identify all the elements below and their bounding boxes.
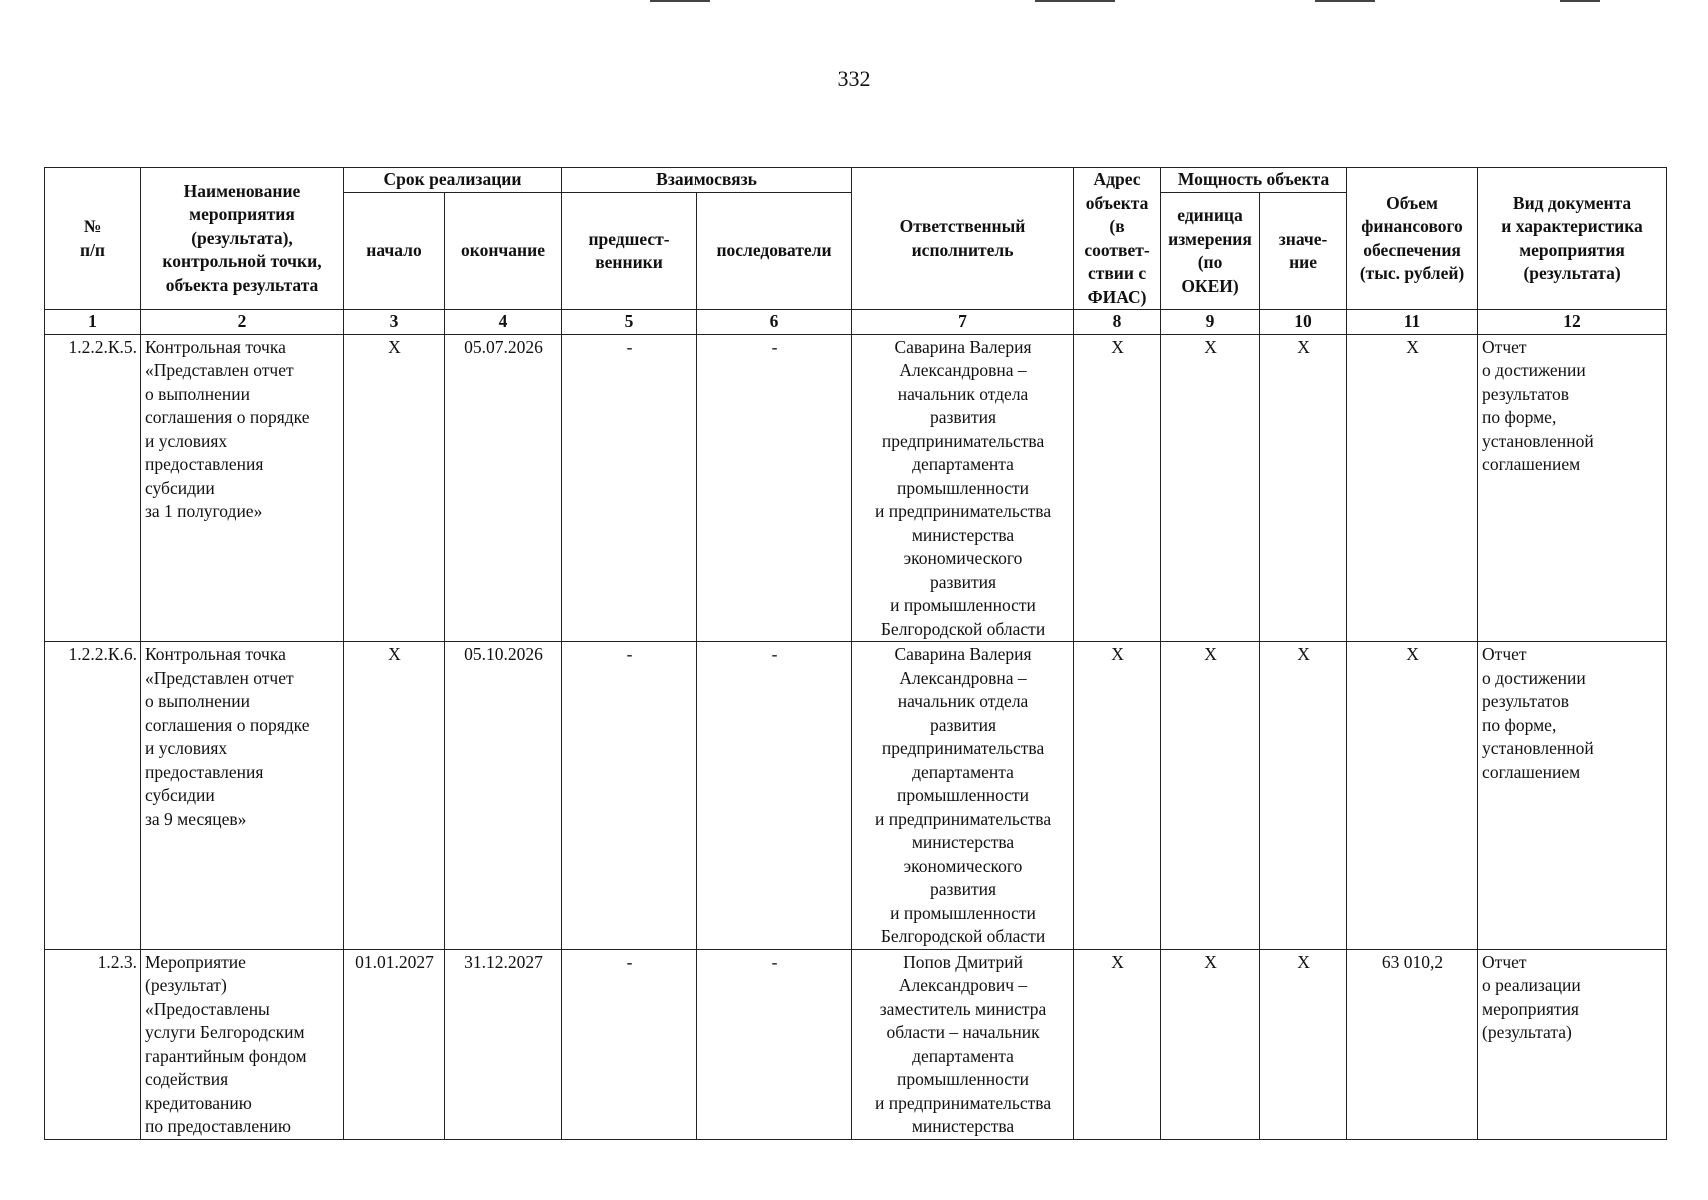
row-name: Контрольная точка «Представлен отчет о выполнении соглашения о порядке и условиях предоставления субсидии за 9 месяцев» [141, 642, 344, 950]
row-successors: - [697, 949, 852, 1139]
header-start: начало [344, 193, 445, 310]
row-start: Х [344, 334, 445, 642]
row-funding: Х [1347, 334, 1478, 642]
header-successors: последователи [697, 193, 852, 310]
header-predecessors: предшест- венники [562, 193, 697, 310]
table-row [45, 949, 1667, 1139]
table-row [45, 334, 1667, 642]
header-address: Адрес объекта (в соответ- ствии с ФИАС) [1074, 168, 1161, 310]
row-value: Х [1260, 642, 1347, 950]
header-number: № п/п [45, 168, 141, 310]
row-value: Х [1260, 334, 1347, 642]
row-end: 31.12.2027 [445, 949, 562, 1139]
row-end: 05.10.2026 [445, 642, 562, 950]
column-number: 11 [1347, 310, 1478, 335]
header-doc-type: Вид документа и характеристика мероприятия (результата) [1478, 168, 1667, 310]
row-doc-type: Отчет о реализации мероприятия (результата) [1478, 949, 1667, 1139]
row-doc-type: Отчет о достижении результатов по форме, установленной соглашением [1478, 642, 1667, 950]
row-responsible: Саварина Валерия Александровна – начальник отдела развития предпринимательства департамента промышленности и предпринимательства министерства экономического развития и промышленности Белгородской области [852, 334, 1074, 642]
top-edge-line [1315, 0, 1375, 2]
implementation-plan-table [44, 167, 1667, 1140]
row-start: Х [344, 642, 445, 950]
column-number: 12 [1478, 310, 1667, 335]
row-start: 01.01.2027 [344, 949, 445, 1139]
column-number: 10 [1260, 310, 1347, 335]
column-number-row [45, 310, 1667, 335]
header-funding: Объем финансового обеспечения (тыс. рублей) [1347, 168, 1478, 310]
row-name: Контрольная точка «Представлен отчет о выполнении соглашения о порядке и условиях предоставления субсидии за 1 полугодие» [141, 334, 344, 642]
column-number: 4 [445, 310, 562, 335]
table-row [45, 642, 1667, 950]
row-end: 05.07.2026 [445, 334, 562, 642]
row-unit: Х [1161, 642, 1260, 950]
header-responsible: Ответственный исполнитель [852, 168, 1074, 310]
row-predecessors: - [562, 334, 697, 642]
row-address: Х [1074, 642, 1161, 950]
header-term-group: Срок реализации [344, 168, 562, 193]
row-number: 1.2.2.К.5. [45, 334, 141, 642]
column-number: 6 [697, 310, 852, 335]
row-address: Х [1074, 949, 1161, 1139]
top-edge-line [650, 0, 710, 2]
row-successors: - [697, 642, 852, 950]
row-number: 1.2.2.К.6. [45, 642, 141, 950]
row-unit: Х [1161, 334, 1260, 642]
page-number: 332 [837, 66, 871, 91]
row-funding: Х [1347, 642, 1478, 950]
header-value: значе- ние [1260, 193, 1347, 310]
column-number: 5 [562, 310, 697, 335]
row-number: 1.2.3. [45, 949, 141, 1139]
top-edge-line [1035, 0, 1115, 2]
row-name: Мероприятие (результат) «Предоставлены услуги Белгородским гарантийным фондом содействия кредитованию по предоставлению [141, 949, 344, 1139]
row-responsible: Попов Дмитрий Александрович – заместитель министра области – начальник департамента промышленности и предпринимательства министерства [852, 949, 1074, 1139]
header-capacity-group: Мощность объекта [1161, 168, 1347, 193]
column-number: 3 [344, 310, 445, 335]
column-number: 9 [1161, 310, 1260, 335]
column-number: 8 [1074, 310, 1161, 335]
row-funding: 63 010,2 [1347, 949, 1478, 1139]
row-responsible: Саварина Валерия Александровна – начальник отдела развития предпринимательства департамента промышленности и предпринимательства министерства экономического развития и промышленности Белгородской области [852, 642, 1074, 950]
row-predecessors: - [562, 642, 697, 950]
row-predecessors: - [562, 949, 697, 1139]
column-number: 1 [45, 310, 141, 335]
header-unit: единица измерения (по ОКЕИ) [1161, 193, 1260, 310]
row-address: Х [1074, 334, 1161, 642]
header-link-group: Взаимосвязь [562, 168, 852, 193]
row-doc-type: Отчет о достижении результатов по форме, установленной соглашением [1478, 334, 1667, 642]
row-successors: - [697, 334, 852, 642]
column-number: 7 [852, 310, 1074, 335]
column-number: 2 [141, 310, 344, 335]
header-end: окончание [445, 193, 562, 310]
header-name: Наименование мероприятия (результата), контрольной точки, объекта результата [141, 168, 344, 310]
top-edge-line [1560, 0, 1600, 2]
row-unit: Х [1161, 949, 1260, 1139]
row-value: Х [1260, 949, 1347, 1139]
header-row-groups [45, 168, 1667, 193]
